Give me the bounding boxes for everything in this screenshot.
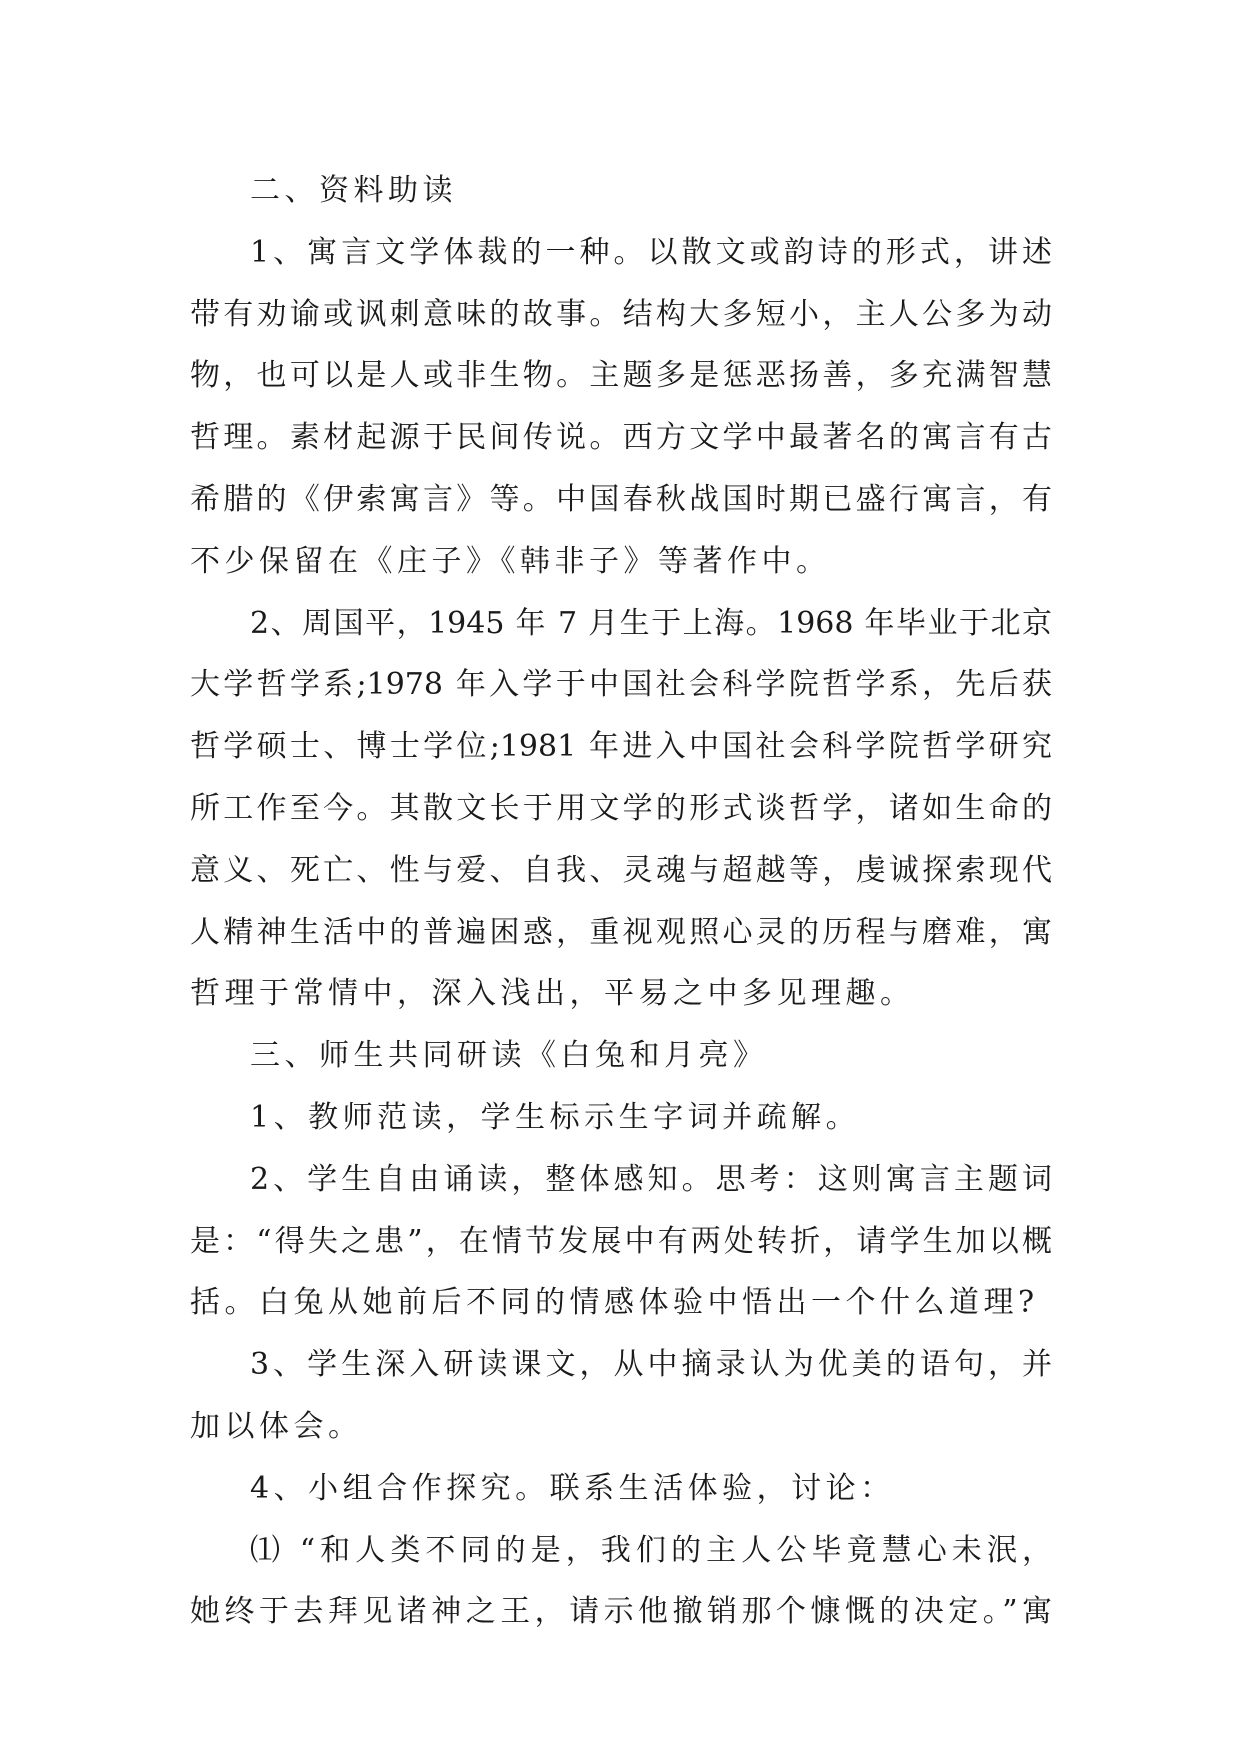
- paragraph-line: ⑴ “和人类不同的是，我们的主人公毕竟慧心未泯，: [250, 1532, 1052, 1568]
- section-heading-reading-aids: 二、资料助读: [250, 173, 457, 208]
- document-page: [190, 160, 1052, 1643]
- paragraph-line: 带有劝谕或讽刺意味的故事。结构大多短小，主人公多为动: [190, 296, 1052, 332]
- paragraph-line: 括。白兔从她前后不同的情感体验中悟出一个什么道理?: [190, 1285, 1039, 1321]
- paragraph-line: 1、教师范读，学生标示生字词并疏解。: [250, 1099, 861, 1135]
- paragraph-line: 哲学硕士、博士学位;1981 年进入中国社会科学院哲学研究: [190, 729, 1052, 765]
- paragraph-line: 加以体会。: [190, 1408, 363, 1444]
- paragraph-line: 不少保留在《庄子》《韩非子》等著作中。: [190, 543, 831, 579]
- paragraph-line: 哲理。素材起源于民间传说。西方文学中最著名的寓言有古: [190, 420, 1052, 456]
- paragraph-line: 1、寓言文学体裁的一种。以散文或韵诗的形式，讲述: [250, 234, 1052, 270]
- paragraph-line: 2、周国平，1945 年 7 月生于上海。1968 年毕业于北京: [250, 605, 1052, 641]
- paragraph-line: 人精神生活中的普遍困惑，重视观照心灵的历程与磨难，寓: [190, 914, 1052, 950]
- paragraph-line: 希腊的《伊索寓言》等。中国春秋战国时期已盛行寓言，有: [190, 481, 1052, 517]
- paragraph-line: 是：“得失之患”，在情节发展中有两处转折，请学生加以概: [190, 1223, 1052, 1259]
- paragraph-line: 3、学生深入研读课文，从中摘录认为优美的语句，并: [250, 1347, 1052, 1383]
- paragraph-line: 4、小组合作探究。联系生活体验，讨论：: [250, 1470, 895, 1506]
- paragraph-line: 意义、死亡、性与爱、自我、灵魂与超越等，虔诚探索现代: [190, 852, 1052, 888]
- paragraph-line: 所工作至今。其散文长于用文学的形式谈哲学，诸如生命的: [190, 790, 1052, 826]
- paragraph-line: 2、学生自由诵读，整体感知。思考：这则寓言主题词: [250, 1161, 1052, 1197]
- paragraph-line: 她终于去拜见诸神之王，请示他撤销那个慷慨的决定。”寓: [190, 1594, 1052, 1630]
- paragraph-line: 大学哲学系;1978 年入学于中国社会科学院哲学系，先后获: [190, 667, 1052, 703]
- paragraph-line: 哲理于常情中，深入浅出，平易之中多见理趣。: [190, 976, 915, 1012]
- paragraph-line: 物，也可以是人或非生物。主题多是惩恶扬善，多充满智慧: [190, 358, 1052, 394]
- section-heading-joint-study: 三、师生共同研读《白兔和月亮》: [250, 1038, 768, 1074]
